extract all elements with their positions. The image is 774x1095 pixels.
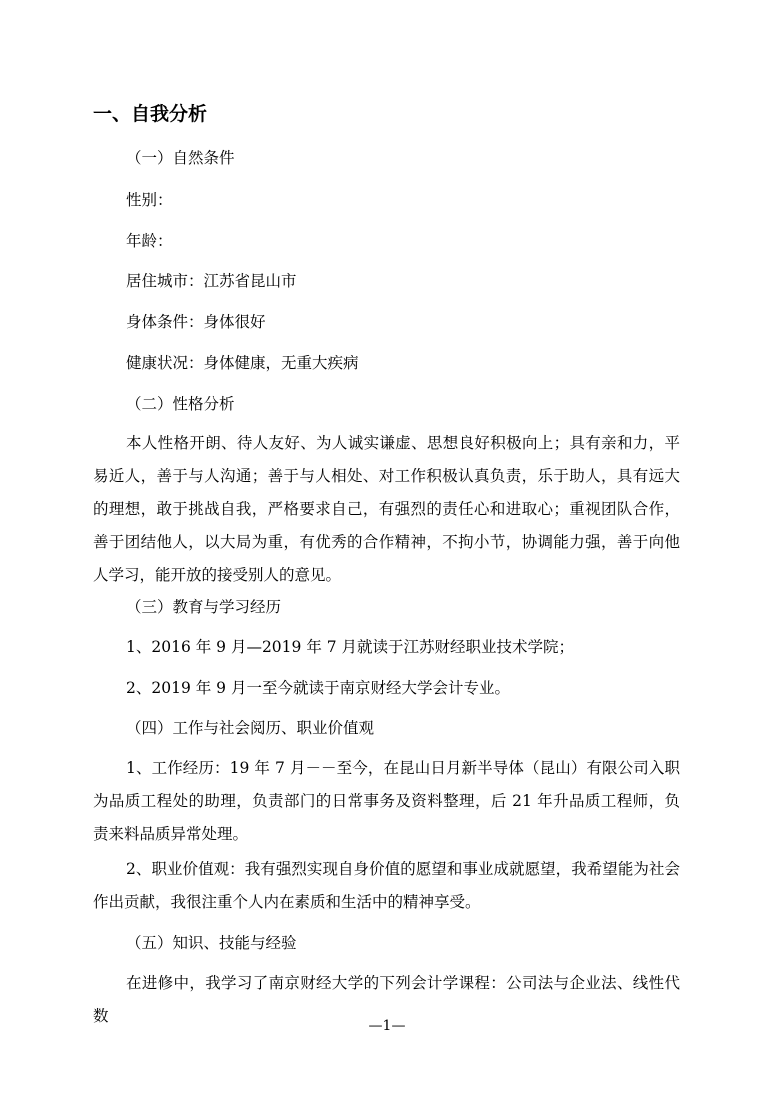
section-heading-natural: （一）自然条件 bbox=[126, 149, 235, 167]
education-item-2: 2、2019 年 9 月一至今就读于南京财经大学会计专业。 bbox=[126, 679, 510, 697]
field-city: 居住城市：江苏省昆山市 bbox=[126, 272, 297, 290]
paragraph-work-experience: 1、工作经历：19 年 7 月－－至今，在昆山日月新半导体（昆山）有限公司入职为品质工程处的助理，负责部门的日常事务及资料整理，后 21 年升品质工程师，负责来料品质异常处理。 bbox=[93, 759, 680, 843]
field-physical: 身体条件：身体很好 bbox=[126, 313, 266, 331]
paragraph-knowledge: 在进修中，我学习了南京财经大学的下列会计学课程：公司法与企业法、线性代数 bbox=[93, 974, 680, 1025]
paragraph-personality: 本人性格开朗、待人友好、为人诚实谦虚、思想良好积极向上；具有亲和力，平易近人，善于与人沟通；善于与人相处、对工作积极认真负责，乐于助人，具有远大的理想，敢于挑战自我，严格要求自己，有强烈的责任心和进取心；重视团队合作，善于团结他人，以大局为重，有优秀的合作精神，不拘小节，协调能力强，善于向他人学习，能开放的接受别人的意见。 bbox=[93, 434, 680, 584]
education-item-1: 1、2016 年 9 月—2019 年 7 月就读于江苏财经职业技术学院； bbox=[126, 638, 575, 656]
paragraph-career-values: 2、职业价值观：我有强烈实现自身价值的愿望和事业成就愿望，我希望能为社会作出贡献，我很注重个人内在素质和生活中的精神享受。 bbox=[93, 860, 680, 911]
field-health: 健康状况：身体健康，无重大疾病 bbox=[126, 354, 359, 372]
field-gender: 性别： bbox=[126, 191, 173, 209]
field-age: 年龄： bbox=[126, 232, 173, 250]
page-number: —1— bbox=[368, 1018, 406, 1034]
section-heading-knowledge: （五）知识、技能与经验 bbox=[126, 934, 297, 952]
section-heading-personality: （二）性格分析 bbox=[126, 395, 235, 413]
section-heading-work: （四）工作与社会阅历、职业价值观 bbox=[126, 719, 375, 737]
section-heading-education: （三）教育与学习经历 bbox=[126, 598, 282, 616]
main-heading: 一、自我分析 bbox=[93, 103, 208, 125]
